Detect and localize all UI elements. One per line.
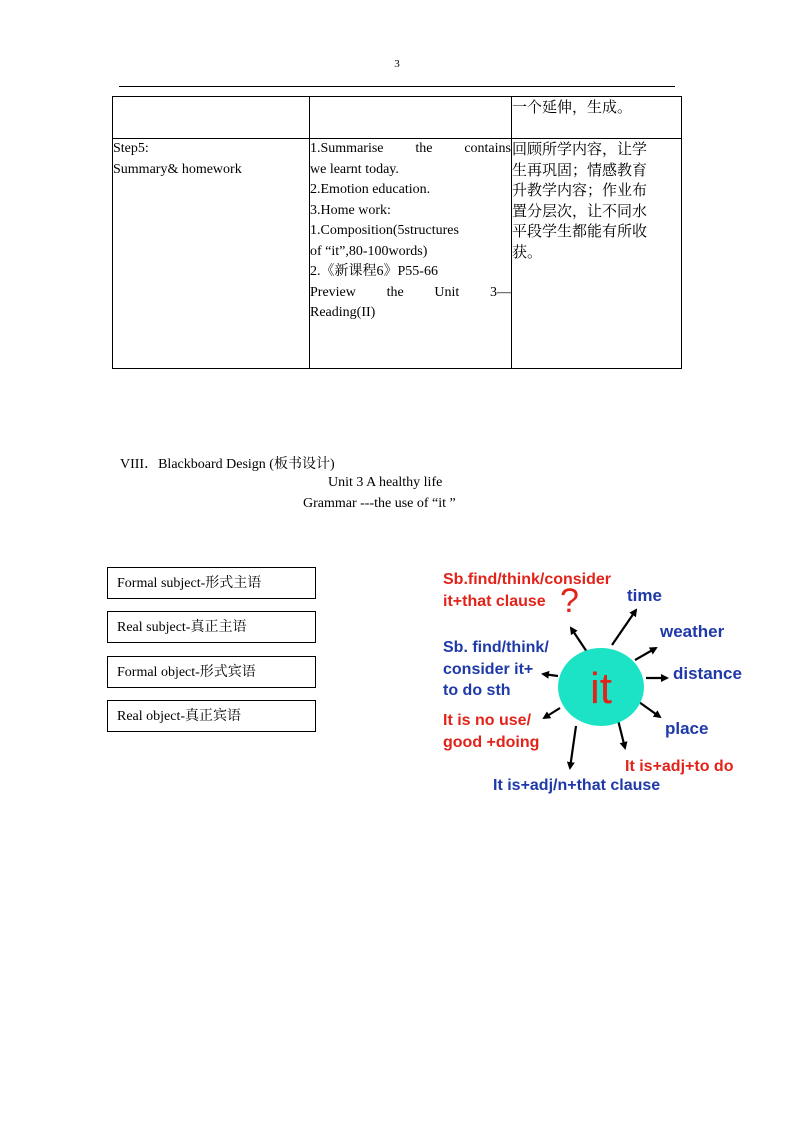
purpose-line: 回顾所学内容，让学 <box>512 140 648 158</box>
purpose-cell <box>512 139 682 369</box>
arrow <box>618 720 625 748</box>
label-consider-todo-3: to do sth <box>443 682 511 699</box>
question-mark-icon: ? <box>560 582 579 620</box>
step-cell <box>113 139 310 369</box>
step-subtitle: Summary& homework <box>113 161 242 177</box>
arrow <box>571 628 587 652</box>
center-label: it <box>590 664 612 713</box>
label-weather: weather <box>660 622 725 641</box>
it-mind-map <box>430 560 760 805</box>
activity-line: Preview the Unit 3— <box>310 284 511 300</box>
activity-line: 3.Home work: <box>310 202 391 218</box>
table-row <box>113 97 682 139</box>
lesson-table <box>112 96 682 369</box>
table-row <box>113 139 682 369</box>
purpose-continuation: 一个延伸，生成。 <box>512 98 633 116</box>
term-box-formal-object: Formal object-形式宾语 <box>107 656 316 688</box>
arrow <box>635 648 656 660</box>
label-consider-that-1: Sb.find/think/consider <box>443 571 612 588</box>
label-consider-that-2: it+that clause <box>443 593 546 610</box>
table-cell <box>310 97 512 139</box>
arrow <box>570 726 576 768</box>
header-rule <box>119 86 675 87</box>
table-cell <box>113 97 310 139</box>
label-adj-that: It is+adj/n+that clause <box>493 777 661 794</box>
activities-cell <box>310 139 512 369</box>
activity-line: we learnt today. <box>310 161 399 177</box>
purpose-line: 置分层次，让不同水 <box>512 201 648 220</box>
activity-line: 1.Composition(5structures <box>310 223 459 238</box>
purpose-line: 生再巩固；情感教育 <box>512 160 648 179</box>
label-time: time <box>627 586 662 605</box>
arrow <box>612 610 636 645</box>
term-box-real-object: Real object-真正宾语 <box>107 700 316 732</box>
blackboard-title: Unit 3 A healthy life <box>328 475 443 490</box>
activity-line: 2.Emotion education. <box>310 182 431 197</box>
step-title: Step5: <box>113 141 149 156</box>
section-heading: VIII．Blackboard Design (板书设计) <box>120 457 335 472</box>
purpose-line: 获。 <box>512 242 543 261</box>
term-box-formal-subject: Formal subject-形式主语 <box>107 567 316 599</box>
label-consider-todo-2: consider it+ <box>443 661 534 678</box>
activity-line: 2.《新课程6》P55-66 <box>310 264 438 279</box>
label-consider-todo-1: Sb. find/think/ <box>443 639 549 656</box>
activity-line: of “it”,80-100words) <box>310 243 428 259</box>
page-number: 3 <box>394 58 400 70</box>
blackboard-subtitle: Grammar ---the use of “it ” <box>303 496 456 511</box>
label-place: place <box>665 719 709 738</box>
term-box-real-subject: Real subject-真正主语 <box>107 611 316 643</box>
activity-line: 1.Summarise the contains <box>310 141 511 156</box>
purpose-line: 平段学生都能有所收 <box>512 222 648 240</box>
label-no-use-1: It is no use/ <box>443 712 532 729</box>
label-adj-todo: It is+adj+to do <box>625 758 734 775</box>
label-no-use-2: good +doing <box>443 734 540 751</box>
label-distance: distance <box>673 664 742 683</box>
activity-line: Reading(II) <box>310 305 376 320</box>
purpose-line: 升教学内容；作业布 <box>512 181 648 199</box>
table-cell <box>512 97 682 139</box>
